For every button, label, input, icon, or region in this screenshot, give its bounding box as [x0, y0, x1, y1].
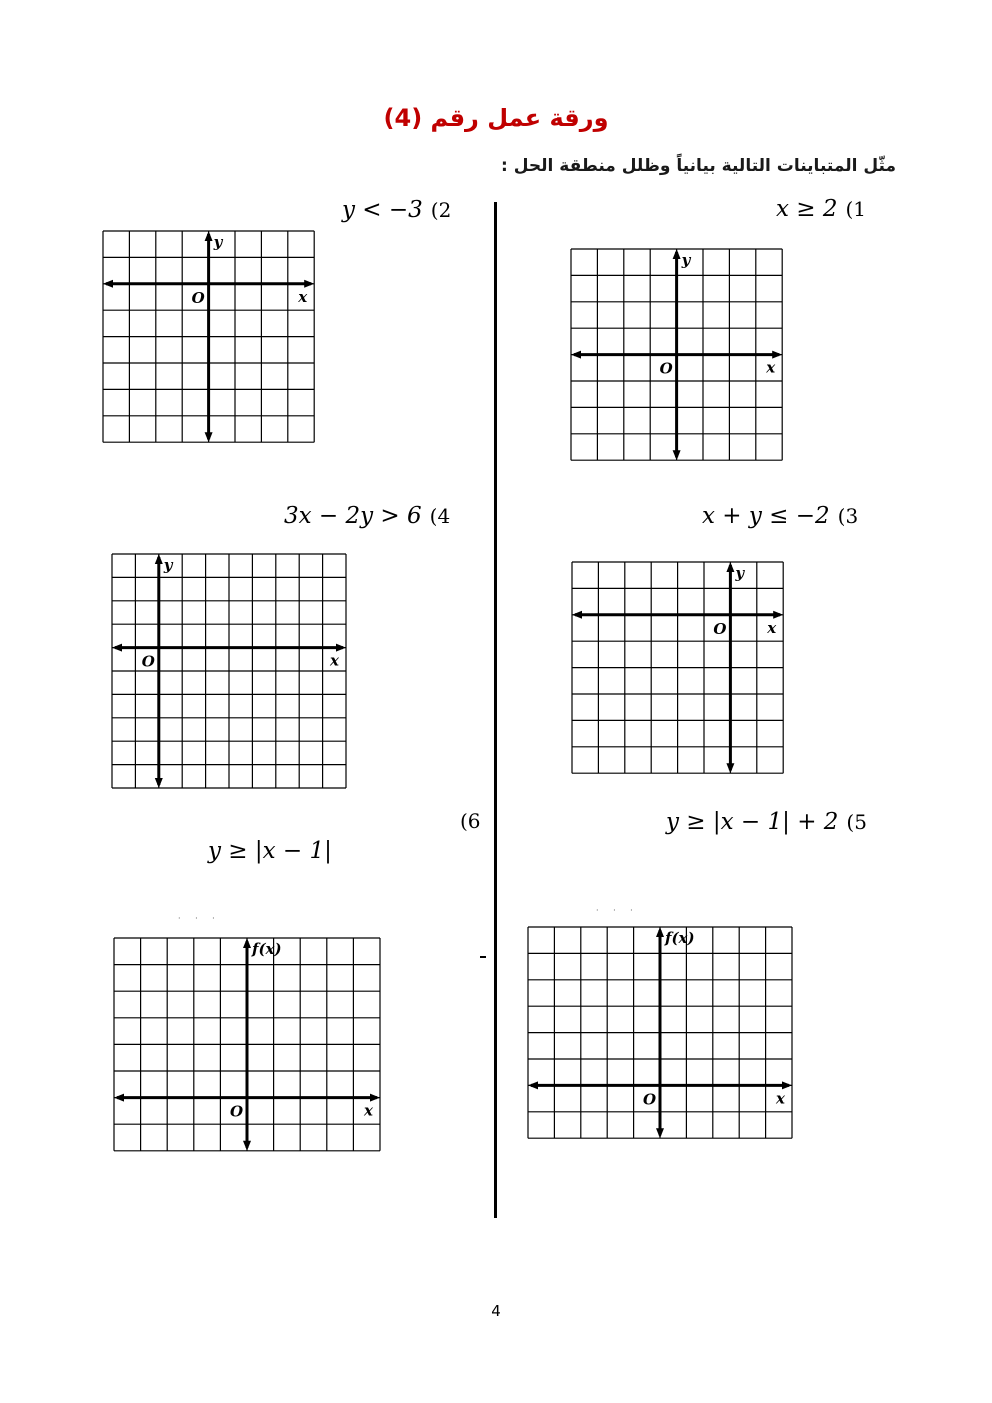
x-axis-arrow-right: [782, 1081, 792, 1089]
problem-2-statement: [342, 197, 451, 223]
y-axis-arrow-down: [726, 763, 734, 773]
stray-dash: [480, 956, 486, 958]
x-axis-arrow-right: [772, 351, 782, 359]
x-axis-arrow-right: [370, 1094, 380, 1102]
origin-label: O: [191, 288, 205, 307]
problem-1-statement: [776, 196, 866, 222]
origin-label: O: [643, 1090, 657, 1109]
y-axis-arrow-up: [205, 231, 213, 241]
origin-label: O: [141, 652, 155, 671]
x-axis-arrow-left: [103, 280, 113, 288]
y-axis-arrow-up: [243, 938, 251, 948]
y-axis-label: f(x): [665, 929, 695, 947]
grid-3-svg: [571, 561, 784, 774]
grid-2-svg: [102, 230, 315, 443]
y-axis-arrow-down: [656, 1128, 664, 1138]
problem-2-number: (2: [430, 198, 452, 222]
y-axis-arrow-down: [243, 1141, 251, 1151]
coordinate-grid-1[interactable]: [570, 248, 783, 461]
instruction-text: مثّل المتباينات التالية بيانياً وظلل منطقة الحل :: [500, 156, 896, 176]
y-axis-label: f(x): [252, 940, 282, 958]
grid-1-svg: [570, 248, 783, 461]
x-axis-label: x: [766, 358, 776, 377]
problem-2-inequality: y < −3: [342, 197, 423, 223]
column-divider: [494, 202, 497, 1218]
y-axis-label: y: [163, 556, 173, 574]
problem-1-inequality: x ≥ 2: [776, 196, 838, 222]
grid-4-svg: [111, 553, 347, 789]
y-axis-arrow-up: [673, 249, 681, 259]
scan-smudge: · · ·: [178, 914, 221, 923]
grid-6-svg: [113, 937, 381, 1152]
origin-label: O: [659, 359, 673, 378]
x-axis-label: x: [767, 618, 777, 637]
y-axis-arrow-up: [656, 927, 664, 937]
problem-4-inequality: 3x − 2y > 6: [284, 503, 422, 529]
x-axis-label: x: [298, 287, 308, 306]
y-axis-label: y: [213, 233, 223, 251]
problem-4-number: (4: [429, 504, 451, 528]
problem-3-number: (3: [837, 504, 859, 528]
x-axis-arrow-left: [114, 1094, 124, 1102]
problem-6-number: (6: [460, 809, 481, 833]
scan-smudge: · · ·: [596, 906, 639, 915]
x-axis-arrow-right: [336, 644, 346, 652]
y-axis-label: y: [735, 564, 745, 582]
x-axis-label: x: [364, 1101, 373, 1120]
y-axis-arrow-down: [673, 450, 681, 460]
coordinate-grid-3[interactable]: [571, 561, 784, 774]
y-axis-arrow-down: [205, 432, 213, 442]
problem-5-statement: [666, 809, 867, 835]
coordinate-grid-6[interactable]: [113, 937, 381, 1152]
x-axis-arrow-left: [571, 351, 581, 359]
x-axis-label: x: [330, 651, 339, 670]
coordinate-grid-5[interactable]: [527, 926, 793, 1139]
problem-4-statement: [284, 503, 450, 529]
problem-3-statement: [702, 503, 858, 529]
problem-1-number: (1: [845, 197, 867, 221]
x-axis-arrow-left: [112, 644, 122, 652]
x-axis-label: x: [776, 1089, 785, 1108]
x-axis-arrow-left: [572, 611, 582, 619]
origin-label: O: [713, 619, 727, 638]
coordinate-grid-4[interactable]: [111, 553, 347, 789]
worksheet-title: ورقة عمل رقم (4): [383, 104, 609, 132]
problem-5-inequality: y ≥ |x − 1| + 2: [666, 809, 839, 835]
problem-3-inequality: x + y ≤ −2: [702, 503, 830, 529]
x-axis-arrow-left: [528, 1081, 538, 1089]
x-axis-arrow-right: [304, 280, 314, 288]
origin-label: O: [230, 1102, 244, 1121]
y-axis-arrow-up: [726, 562, 734, 572]
y-axis-label: y: [681, 251, 691, 269]
grid-5-svg: [527, 926, 793, 1139]
problem-5-number: (5: [846, 810, 867, 834]
problem-6-inequality: y ≥ |x − 1|: [208, 838, 332, 864]
page-number: 4: [491, 1302, 501, 1320]
y-axis-arrow-down: [155, 778, 163, 788]
x-axis-arrow-right: [773, 611, 783, 619]
coordinate-grid-2[interactable]: [102, 230, 315, 443]
y-axis-arrow-up: [155, 554, 163, 564]
